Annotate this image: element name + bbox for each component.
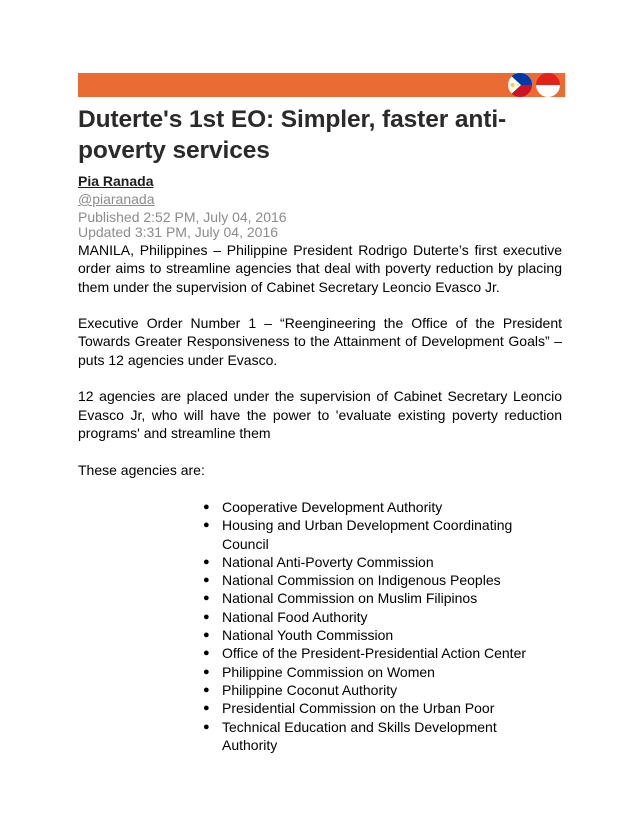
list-item [203,553,552,571]
bullet-icon: ● [203,519,210,532]
indonesia-flag-graphic [536,73,560,97]
bullet-icon: ● [203,610,210,623]
agency-name: Housing and Urban Development Coordinating Council [222,517,513,552]
bullet-icon: ● [203,647,210,660]
article-paragraph: These agencies are: [78,461,205,478]
list-item [203,699,552,717]
bullet-icon: ● [203,629,210,642]
philippines-flag-graphic [508,73,532,97]
list-item [203,571,552,589]
agency-name: Technical Education and Skills Development Authority [222,718,497,753]
updated-date: Updated 3:31 PM, July 04, 2016 [78,224,279,240]
bullet-icon: ● [203,720,210,733]
list-item [203,498,552,516]
agency-name: Office of the President-Presidential Action Center [222,645,527,662]
list-item [203,718,552,755]
author-link[interactable]: Pia Ranada [78,173,154,189]
agency-name: Philippine Coconut Authority [222,681,398,698]
article-paragraph: Executive Order Number 1 – “Reengineering the Office of the President Towards Greater Responsiveness to the Attainment of Development Goals” – puts 12 agencies under Evasco. [78,315,562,368]
list-item [203,516,552,553]
list-item [203,589,552,607]
list-item [203,644,552,662]
article-paragraph: 12 agencies are placed under the supervision of Cabinet Secretary Leoncio Evasco Jr, who will have the power to 'evaluate existing poverty reduction programs' and streamline them [78,388,562,441]
agency-name: Philippine Commission on Women [222,663,435,680]
list-item [203,663,552,681]
agency-list [203,498,552,754]
agency-name: National Food Authority [222,608,368,625]
article-body [78,241,562,497]
list-item [203,608,552,626]
bullet-icon: ● [203,592,210,605]
header-bar [78,73,565,97]
bullet-icon: ● [203,555,210,568]
agency-name: National Anti-Poverty Commission [222,553,434,570]
indonesia-flag-icon[interactable] [536,73,560,97]
philippines-flag-icon[interactable] [508,73,532,97]
article-paragraph: MANILA, Philippines – Philippine President Rodrigo Duterte’s first executive order aims to streamline agencies that deal with poverty reduction by placing them under the supervision of Cabinet Secretary Leoncio Evasco Jr. [78,242,562,295]
bullet-icon: ● [203,574,210,587]
agency-name: National Youth Commission [222,627,394,644]
published-date: Published 2:52 PM, July 04, 2016 [78,209,287,225]
list-item [203,626,552,644]
agency-name: National Commission on Muslim Filipinos [222,590,478,607]
article-title: Duterte's 1st EO: Simpler, faster anti-poverty services [78,106,507,164]
bullet-icon: ● [203,665,210,678]
agency-name: National Commission on Indigenous Peoples [222,572,501,589]
bullet-icon: ● [203,683,210,696]
bullet-icon: ● [203,501,210,513]
list-item [203,681,552,699]
bullet-icon: ● [203,702,210,715]
author-handle-link[interactable]: @piaranada [78,191,155,207]
agency-name: Cooperative Development Authority [222,499,443,515]
agency-name: Presidential Commission on the Urban Poor [222,700,495,717]
